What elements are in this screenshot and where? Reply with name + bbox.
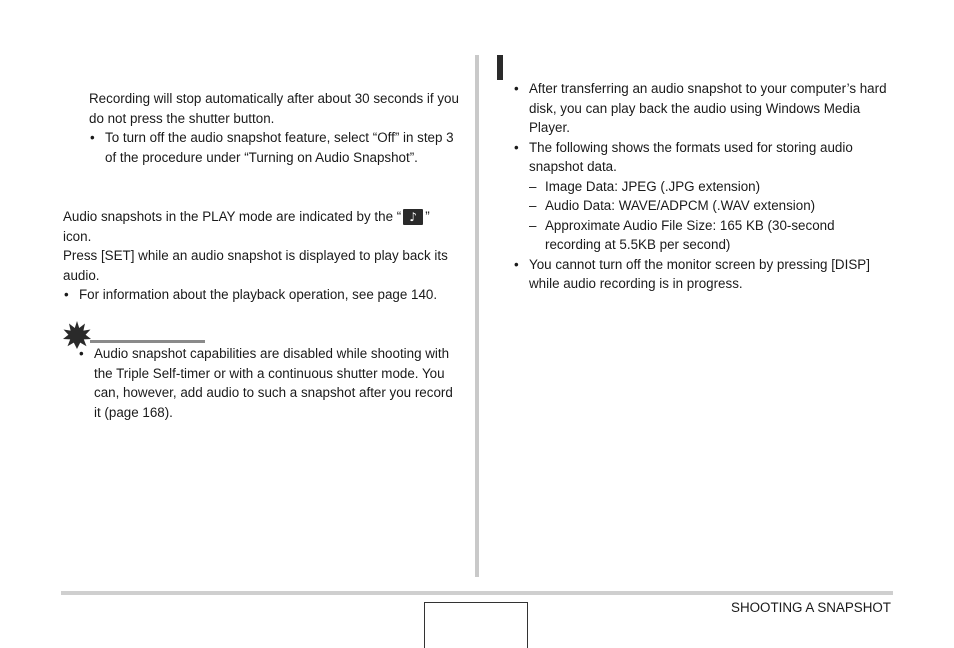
caution-underline xyxy=(90,340,205,343)
section-heading-bar xyxy=(497,55,503,80)
format-item-image: – Image Data: JPEG (.JPG extension) xyxy=(529,177,888,197)
playback-reference-bullet: • For information about the playback operation, see page 140. xyxy=(63,285,461,305)
format-item-size: – Approximate Audio File Size: 165 KB (30-second recording at 5.5KB per second) xyxy=(529,216,888,255)
music-note-icon: ♪ xyxy=(403,209,423,225)
format-item-audio: – Audio Data: WAVE/ADPCM (.WAV extension) xyxy=(529,196,888,216)
play-mode-section xyxy=(63,207,461,305)
column-divider xyxy=(475,55,479,577)
play-mode-text xyxy=(63,207,461,246)
caution-bullet: • Audio snapshot capabilities are disabled while shooting with the Triple Self-timer or with a continuous shutter mode. You can, however, add audio to such a snapshot after you record it (page 168). xyxy=(78,344,458,422)
page-number-box xyxy=(424,602,528,648)
caution-section xyxy=(78,344,458,422)
transfer-audio-bullet: • After transferring an audio snapshot to your computer’s hard disk, you can play back the audio using Windows Media Player. xyxy=(513,79,888,138)
formats-bullet: • The following shows the formats used for storing audio snapshot data. xyxy=(513,138,888,177)
formats-list xyxy=(513,177,888,255)
play-mode-text-before: Audio snapshots in the PLAY mode are indicated by the “ xyxy=(63,209,402,224)
right-notes xyxy=(513,79,888,294)
recording-note xyxy=(89,89,461,167)
play-mode-text-after: ” icon. xyxy=(63,209,430,244)
footer-rule xyxy=(61,591,893,595)
recording-stop-text: Recording will stop automatically after about 30 seconds if you do not press the shutter button. xyxy=(89,91,459,126)
turn-off-bullet: • To turn off the audio snapshot feature, select “Off” in step 3 of the procedure under “Turning on Audio Snapshot”. xyxy=(89,128,461,167)
press-set-text: Press [SET] while an audio snapshot is displayed to play back its audio. xyxy=(63,248,448,283)
monitor-bullet: • You cannot turn off the monitor screen by pressing [DISP] while audio recording is in progress. xyxy=(513,255,888,294)
footer-section-title: SHOOTING A SNAPSHOT xyxy=(731,600,891,615)
